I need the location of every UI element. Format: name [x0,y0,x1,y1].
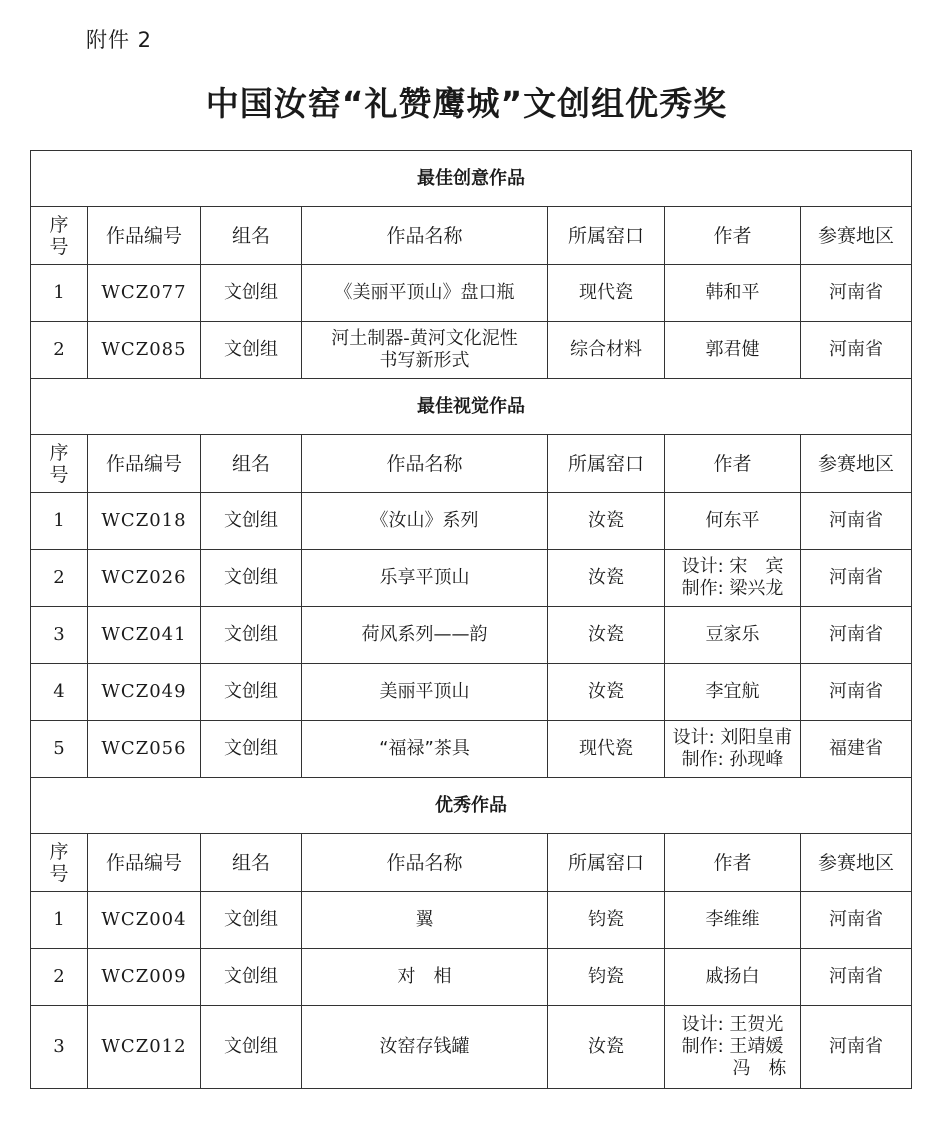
header-index [31,207,88,265]
cell-work-name [302,550,548,607]
cell-author-line: 戚扬白 [705,966,760,987]
cell-author [665,607,801,664]
header-code: 作品编号 [88,834,201,892]
table-row [31,322,912,379]
section-title-row [31,379,912,435]
section-title: 优秀作品 [31,778,912,834]
awards-table [30,150,912,1089]
cell-kiln: 汝瓷 [548,550,665,607]
table-row [31,1006,912,1089]
cell-group: 文创组 [201,607,302,664]
cell-work-name-line: 《汝山》系列 [370,510,479,531]
cell-work-name [302,664,548,721]
table-body [31,151,912,1089]
cell-work-name-line: 荷风系列——韵 [361,624,488,645]
cell-work-name-line: 河土制器-黄河文化泥性 [331,328,518,349]
cell-group: 文创组 [201,664,302,721]
header-index-line: 序 [49,840,69,863]
cell-author-line: 制作: 王靖媛 [681,1036,784,1057]
header-index-line: 序 [49,441,69,464]
header-region: 参赛地区 [801,435,912,493]
cell-group: 文创组 [201,493,302,550]
cell-code: WCZ026 [88,550,201,607]
header-index-line: 号 [49,235,69,258]
header-index-line: 号 [49,862,69,885]
cell-author-line: 李宜航 [705,681,760,702]
cell-work-name-line: “福禄”茶具 [379,738,470,759]
cell-author-line: 制作: 梁兴龙 [681,578,784,599]
cell-index: 2 [31,322,88,379]
cell-index: 2 [31,949,88,1006]
cell-region: 福建省 [801,721,912,778]
cell-author-line: 郭君健 [705,339,760,360]
header-work-name: 作品名称 [302,834,548,892]
cell-index: 1 [31,265,88,322]
header-row [31,435,912,493]
cell-code: WCZ085 [88,322,201,379]
cell-region: 河南省 [801,550,912,607]
document-title: 中国汝窑“礼赞鹰城”文创组优秀奖 [205,84,728,123]
cell-author [665,1006,801,1089]
table-row [31,664,912,721]
header-kiln: 所属窑口 [548,435,665,493]
cell-author-line: 设计: 刘阳皇甫 [672,727,793,748]
cell-author-line: 设计: 宋 宾 [681,556,784,577]
cell-region: 河南省 [801,265,912,322]
header-index-line: 序 [49,213,69,236]
header-author: 作者 [665,435,801,493]
cell-region: 河南省 [801,607,912,664]
cell-author [665,721,801,778]
header-group: 组名 [201,207,302,265]
cell-work-name [302,721,548,778]
cell-code: WCZ056 [88,721,201,778]
cell-kiln: 钧瓷 [548,949,665,1006]
header-region: 参赛地区 [801,834,912,892]
section-title-row [31,778,912,834]
cell-group: 文创组 [201,892,302,949]
section-title: 最佳创意作品 [31,151,912,207]
cell-work-name-line: 翼 [415,909,434,930]
attachment-label: 附件 2 [86,28,153,52]
cell-work-name [302,892,548,949]
table-row [31,949,912,1006]
cell-author [665,550,801,607]
cell-code: WCZ004 [88,892,201,949]
cell-work-name [302,265,548,322]
header-row [31,207,912,265]
cell-author [665,949,801,1006]
cell-kiln: 汝瓷 [548,493,665,550]
section-title-row [31,151,912,207]
cell-region: 河南省 [801,493,912,550]
cell-author-line: 设计: 王贺光 [681,1014,784,1035]
cell-code: WCZ009 [88,949,201,1006]
cell-author-line: 冯 栋 [678,1058,787,1079]
cell-code: WCZ018 [88,493,201,550]
cell-index: 5 [31,721,88,778]
cell-author-line: 韩和平 [705,282,760,303]
cell-kiln: 现代瓷 [548,721,665,778]
header-kiln: 所属窑口 [548,834,665,892]
cell-index: 2 [31,550,88,607]
cell-author [665,265,801,322]
header-author: 作者 [665,207,801,265]
cell-group: 文创组 [201,949,302,1006]
cell-code: WCZ077 [88,265,201,322]
cell-author-line: 制作: 孙现峰 [681,749,784,770]
cell-author [665,664,801,721]
cell-kiln: 综合材料 [548,322,665,379]
header-row [31,834,912,892]
cell-kiln: 汝瓷 [548,607,665,664]
cell-author-line: 豆家乐 [705,624,760,645]
cell-kiln: 现代瓷 [548,265,665,322]
cell-index: 3 [31,607,88,664]
header-work-name: 作品名称 [302,435,548,493]
cell-work-name [302,607,548,664]
section-title: 最佳视觉作品 [31,379,912,435]
header-index [31,834,88,892]
cell-group: 文创组 [201,265,302,322]
cell-work-name-line: 《美丽平顶山》盘口瓶 [334,282,515,303]
cell-work-name-line: 对 相 [397,966,452,987]
cell-region: 河南省 [801,322,912,379]
table-row [31,721,912,778]
cell-code: WCZ049 [88,664,201,721]
cell-region: 河南省 [801,892,912,949]
cell-group: 文创组 [201,550,302,607]
cell-work-name-line: 乐享平顶山 [379,567,470,588]
cell-kiln: 汝瓷 [548,1006,665,1089]
cell-kiln: 汝瓷 [548,664,665,721]
header-index [31,435,88,493]
cell-index: 3 [31,1006,88,1089]
cell-code: WCZ012 [88,1006,201,1089]
cell-group: 文创组 [201,721,302,778]
cell-index: 4 [31,664,88,721]
table-row [31,892,912,949]
header-group: 组名 [201,435,302,493]
header-region: 参赛地区 [801,207,912,265]
cell-author-line: 李维维 [705,909,760,930]
header-kiln: 所属窑口 [548,207,665,265]
cell-author [665,892,801,949]
cell-group: 文创组 [201,322,302,379]
cell-author [665,322,801,379]
cell-work-name [302,322,548,379]
header-author: 作者 [665,834,801,892]
cell-index: 1 [31,493,88,550]
header-code: 作品编号 [88,207,201,265]
cell-work-name-line: 书写新形式 [379,350,470,371]
cell-region: 河南省 [801,1006,912,1089]
cell-region: 河南省 [801,949,912,1006]
table-row [31,607,912,664]
cell-code: WCZ041 [88,607,201,664]
cell-work-name-line: 美丽平顶山 [379,681,470,702]
header-group: 组名 [201,834,302,892]
cell-work-name [302,493,548,550]
header-code: 作品编号 [88,435,201,493]
table-row [31,493,912,550]
cell-group: 文创组 [201,1006,302,1089]
table-row [31,550,912,607]
cell-work-name [302,1006,548,1089]
header-work-name: 作品名称 [302,207,548,265]
cell-work-name [302,949,548,1006]
header-index-line: 号 [49,463,69,486]
cell-region: 河南省 [801,664,912,721]
cell-index: 1 [31,892,88,949]
cell-kiln: 钧瓷 [548,892,665,949]
cell-work-name-line: 汝窑存钱罐 [379,1036,470,1057]
cell-author [665,493,801,550]
cell-author-line: 何东平 [705,510,760,531]
table-row [31,265,912,322]
